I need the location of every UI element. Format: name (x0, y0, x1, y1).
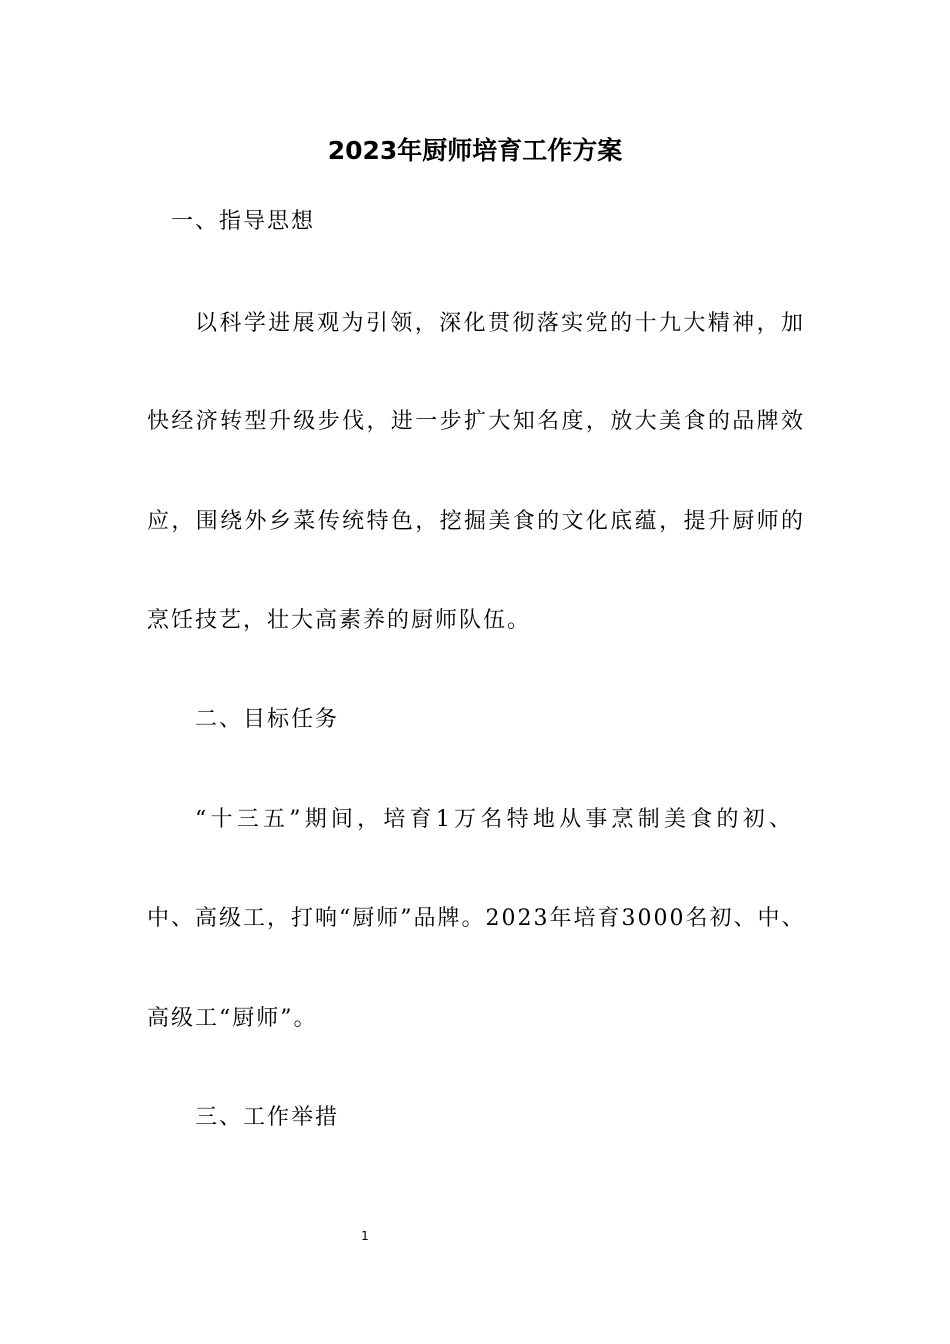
paragraph-line: 快经济转型升级步伐，进一步扩大知名度，放大美食的品牌效 (147, 409, 805, 434)
paragraph-line: 中、高级工，打响“厨师”品牌。2023年培育3000名初、中、 (147, 906, 806, 931)
paragraph-line: “十三五”期间，培育1万名特地从事烹制美食的初、 (195, 807, 793, 832)
document-title: 2023年厨师培育工作方案 (327, 136, 623, 165)
section-heading-guiding-ideology: 一、指导思想 (171, 209, 316, 234)
paragraph-line: 高级工“厨师”。 (147, 1006, 318, 1031)
page-number: 1 (361, 1229, 369, 1243)
paragraph-line: 应，围绕外乡菜传统特色，挖掘美食的文化底蕴，提升厨师的 (147, 509, 805, 534)
paragraph-line: 以科学进展观为引领，深化贯彻落实党的十九大精神，加 (195, 311, 805, 336)
section-heading-goals: 二、目标任务 (195, 707, 340, 732)
paragraph-line: 烹饪技艺，壮大高素养的厨师队伍。 (147, 608, 532, 633)
section-heading-measures: 三、工作举措 (195, 1105, 340, 1130)
